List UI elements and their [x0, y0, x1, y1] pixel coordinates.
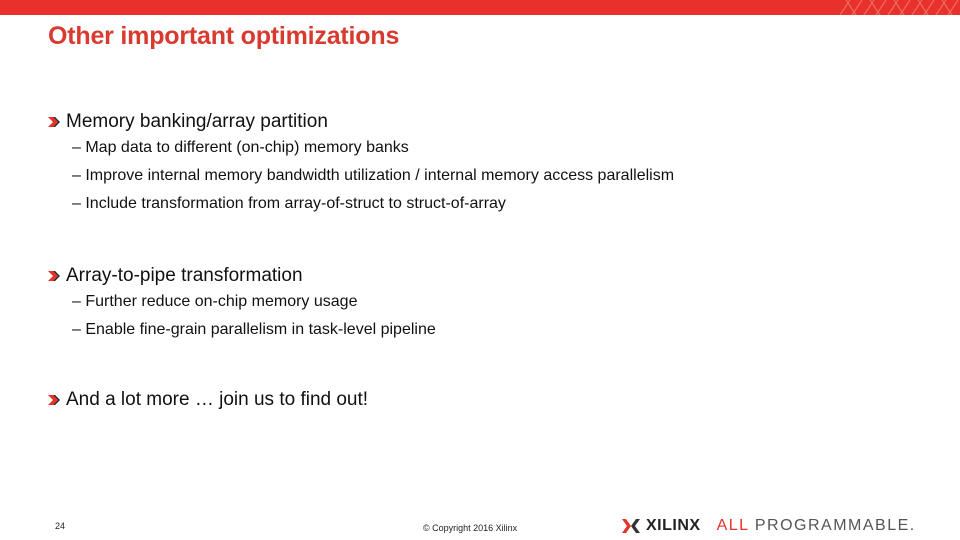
sub-bullet: – Enable fine-grain parallelism in task-level pipeline	[72, 321, 436, 338]
top-accent-bar	[0, 0, 960, 15]
section-heading-row	[48, 110, 674, 134]
sub-bullet-list	[48, 134, 674, 218]
section-memory-banking	[48, 110, 674, 218]
tagline-first: ALL	[716, 517, 749, 534]
sub-bullet-list	[48, 288, 436, 344]
section-more	[48, 388, 368, 412]
chevron-right-icon	[48, 115, 62, 129]
copyright-text: © Copyright 2016 Xilinx	[423, 523, 518, 533]
page-number: 24	[55, 521, 66, 531]
section-heading: Memory banking/array partition	[66, 111, 328, 132]
section-array-to-pipe	[48, 264, 436, 344]
sub-bullet: – Improve internal memory bandwidth utilization / internal memory access parallelism	[72, 167, 675, 184]
sub-bullet: – Map data to different (on-chip) memory banks	[72, 139, 409, 156]
chevron-right-icon	[48, 393, 62, 407]
brand-tagline	[717, 517, 916, 535]
slide-title: Other important optimizations	[48, 22, 400, 50]
sub-bullet: – Include transformation from array-of-struct to struct-of-array	[72, 195, 506, 212]
section-heading-row	[48, 388, 368, 412]
brand-name: XILINX	[646, 517, 701, 534]
section-heading: Array-to-pipe transformation	[66, 265, 303, 286]
decorative-pattern-icon	[840, 0, 960, 15]
tagline-rest: PROGRAMMABLE.	[748, 517, 916, 534]
xilinx-logo-icon	[622, 518, 640, 534]
brand-logo	[622, 517, 916, 535]
chevron-right-icon	[48, 269, 62, 283]
sub-bullet: – Further reduce on-chip memory usage	[72, 293, 358, 310]
section-heading-row	[48, 264, 436, 288]
section-heading: And a lot more … join us to find out!	[66, 389, 369, 410]
